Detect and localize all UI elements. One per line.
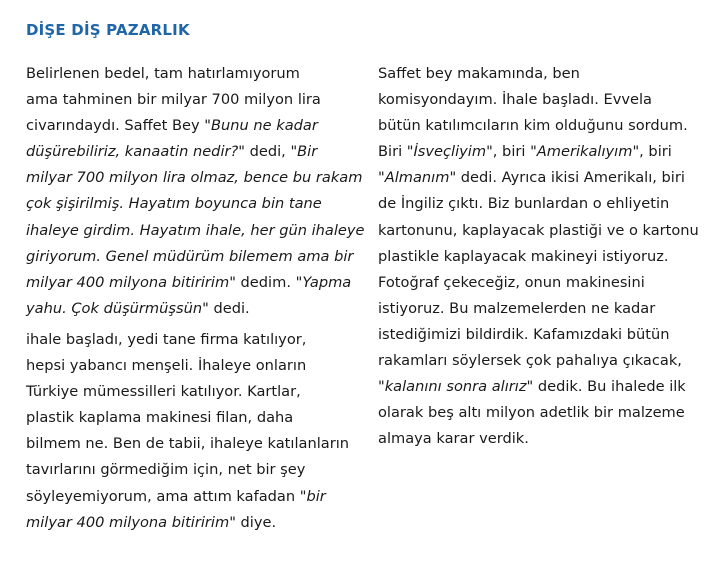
quoted-speech: ihaleye girdim. Hayatım ihale, her gün ihaleye — [26, 221, 365, 239]
text-run: almaya karar verdik. — [378, 430, 529, 448]
text-run: tavırlarını görmediğim için, net bir şey — [26, 461, 306, 479]
text-run: Fotoğraf çekeceğiz, onun makinesini — [378, 273, 645, 291]
text-line — [26, 113, 366, 139]
article-title: DİŞE DİŞ PAZARLIK — [26, 21, 190, 39]
text-line — [26, 244, 366, 270]
text-line — [26, 379, 366, 405]
right-column — [378, 61, 703, 452]
text-line — [378, 61, 703, 87]
text-line — [26, 61, 366, 87]
quoted-speech: Almanım — [384, 169, 450, 187]
text-run: plastikle kaplayacak makineyi istiyoruz. — [378, 247, 669, 265]
text-run: " diye. — [229, 513, 277, 531]
text-run: ", biri — [632, 143, 672, 161]
text-run: civarındaydı. Saffet Bey " — [26, 117, 211, 135]
text-line — [26, 270, 366, 296]
text-run: istediğimizi bildirdik. Kafamızdaki bütün — [378, 325, 670, 343]
text-run: Biri " — [378, 143, 414, 161]
text-line — [26, 405, 366, 431]
text-line — [378, 165, 703, 191]
text-run: " dedi, " — [238, 143, 298, 161]
text-line — [378, 113, 703, 139]
text-line — [378, 322, 703, 348]
text-run: ihale başladı, yedi tane firma katılıyor, — [26, 330, 307, 348]
text-line — [26, 327, 366, 353]
text-run: komisyondayım. İhale başladı. Evvela — [378, 91, 652, 109]
text-run: " dedik. Bu ihalede ilk — [526, 378, 686, 396]
quoted-speech: milyar 400 milyona bitiririm — [26, 513, 230, 531]
text-run: Belirlenen bedel, tam hatırlamıyorum — [26, 65, 300, 82]
text-run: " dedi. — [202, 299, 250, 317]
text-run: ", biri " — [486, 143, 537, 161]
quoted-speech: milyar 400 milyona bitiririm — [26, 273, 230, 291]
text-line — [378, 400, 703, 426]
text-run: de İngiliz çıktı. Biz bunlardan o ehliyetin — [378, 195, 670, 213]
text-run: " dedi. Ayrıca ikisi Amerikalı, biri — [449, 169, 685, 187]
text-line — [378, 244, 703, 270]
quoted-speech: İsveçliyim — [413, 143, 487, 161]
quoted-speech: Yapma — [302, 273, 352, 291]
left-column — [26, 61, 366, 536]
text-line — [26, 191, 366, 217]
quoted-speech: giriyorum. Genel müdürüm bilemem ama bir — [26, 247, 354, 265]
paragraph — [26, 61, 366, 322]
text-line — [26, 457, 366, 483]
text-run: rakamları söylersek çok pahalıya çıkacak, — [378, 352, 682, 370]
text-run: " — [378, 378, 385, 396]
quoted-speech: Bir — [297, 143, 318, 161]
quoted-speech: çok şişirilmiş. Hayatım boyunca bin tane — [26, 195, 322, 213]
text-line — [26, 139, 366, 165]
text-run: plastik kaplama makinesi filan, daha — [26, 409, 294, 427]
text-run: bilmem ne. Ben de tabii, ihaleye katılanların — [26, 435, 350, 453]
text-run: Türkiye mümessilleri katılıyor. Kartlar, — [26, 383, 301, 401]
text-line — [26, 165, 366, 191]
text-line — [378, 139, 703, 165]
text-line — [26, 484, 366, 510]
quoted-speech: yahu. Çok düşürmüşsün — [26, 299, 203, 317]
text-line — [26, 510, 366, 536]
text-run: Saffet bey makamında, ben — [378, 65, 580, 82]
paragraph — [378, 61, 703, 452]
quoted-speech: Amerikalıyım — [536, 143, 633, 161]
text-run: kartonunu, kaplayacak plastiği ve o kartonu — [378, 221, 699, 239]
text-line — [26, 353, 366, 379]
quoted-speech: Bunu ne kadar — [210, 117, 318, 135]
text-run: hepsi yabancı menşeli. İhaleye onların — [26, 357, 307, 375]
text-line — [378, 426, 703, 452]
text-run: bütün katılımcıların kim olduğunu sordum. — [378, 117, 688, 135]
quoted-speech: kalanını sonra alırız — [384, 378, 527, 396]
text-run: olarak beş altı milyon adetlik bir malzeme — [378, 404, 685, 422]
quoted-speech: düşürebiliriz, kanaatin nedir? — [26, 143, 239, 161]
text-line — [378, 191, 703, 217]
text-line — [378, 348, 703, 374]
quoted-speech: bir — [306, 487, 326, 505]
quoted-speech: milyar 700 milyon lira olmaz, bence bu rakam — [26, 169, 363, 187]
text-run: ama tahminen bir milyar 700 milyon lira — [26, 91, 321, 109]
text-line — [378, 270, 703, 296]
text-line — [378, 374, 703, 400]
text-line — [378, 87, 703, 113]
text-line — [26, 87, 366, 113]
text-run: " — [378, 169, 385, 187]
text-line — [26, 218, 366, 244]
text-line — [26, 296, 366, 322]
paragraph — [26, 327, 366, 536]
text-run: " dedim. " — [229, 273, 303, 291]
text-line — [378, 296, 703, 322]
text-line — [26, 431, 366, 457]
text-run: söyleyemiyorum, ama attım kafadan " — [26, 487, 307, 505]
text-run: istiyoruz. Bu malzemelerden ne kadar — [378, 299, 656, 317]
text-line — [378, 218, 703, 244]
